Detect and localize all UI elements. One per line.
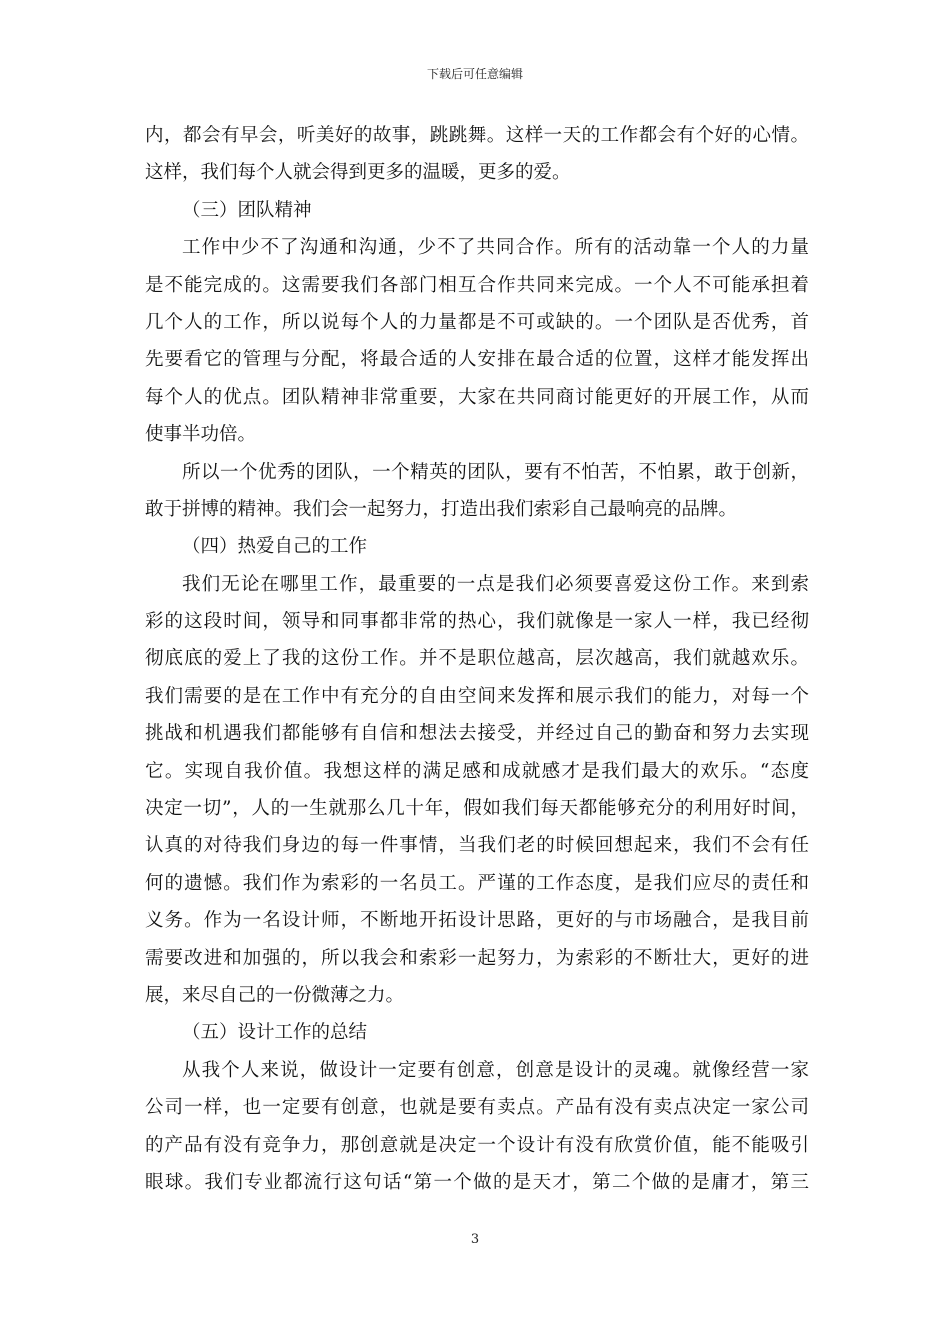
- text-line: 是不能完成的。这需要我们各部门相互合作共同来完成。一个人不可能承担着: [145, 274, 809, 296]
- text-line: 先要看它的管理与分配，将最合适的人安排在最合适的位置，这样才能发挥出: [145, 349, 809, 371]
- text-line: 每个人的优点。团队精神非常重要，大家在共同商讨能更好的开展工作，从而: [145, 386, 809, 408]
- text-line: 使事半功倍。: [145, 424, 257, 446]
- text-line: 彻底底的爱上了我的这份工作。并不是职位越高，层次越高，我们就越欢乐。: [145, 648, 809, 670]
- text-line: 挑战和机遇我们都能够有自信和想法去接受，并经过自己的勤奋和努力去实现: [145, 723, 809, 745]
- text-line: 内，都会有早会，听美好的故事，跳跳舞。这样一天的工作都会有个好的心情。: [145, 125, 809, 146]
- text-line: 所以一个优秀的团队，一个精英的团队，要有不怕苦，不怕累，敢于创新，: [182, 461, 809, 483]
- text-line: 敢于拼博的精神。我们会一起努力，打造出我们索彩自己最响亮的品牌。: [145, 498, 738, 520]
- text-line: 展，来尽自己的一份微薄之力。: [145, 984, 405, 1006]
- text-line: 决定一切”，人的一生就那么几十年，假如我们每天都能够充分的利用好时间，: [145, 798, 809, 820]
- section-heading: （五）设计工作的总结: [182, 1022, 368, 1044]
- text-line: 几个人的工作，所以说每个人的力量都是不可或缺的。一个团队是否优秀，首: [145, 311, 809, 333]
- text-line: 眼球。我们专业都流行这句话“第一个做的是天才，第二个做的是庸才，第三: [145, 1171, 809, 1193]
- text-line: 工作中少不了沟通和沟通，少不了共同合作。所有的活动靠一个人的力量: [182, 237, 809, 259]
- text-line: 认真的对待我们身边的每一件事情，当我们老的时候回想起来，我们不会有任: [145, 835, 809, 857]
- text-line: 它。实现自我价值。我想这样的满足感和成就感才是我们最大的欢乐。“态度: [145, 760, 809, 782]
- text-line: 我们需要的是在工作中有充分的自由空间来发挥和展示我们的能力，对每一个: [145, 685, 809, 707]
- text-line: 何的遗憾。我们作为索彩的一名员工。严谨的工作态度，是我们应尽的责任和: [145, 872, 809, 894]
- section-heading: （四）热爱自己的工作: [182, 536, 368, 558]
- text-line: 我们无论在哪里工作，最重要的一点是我们必须要喜爱这份工作。来到索: [182, 573, 809, 595]
- text-line: 这样，我们每个人就会得到更多的温暖，更多的爱。: [145, 162, 571, 184]
- text-line: 需要改进和加强的，所以我会和索彩一起努力，为索彩的不断壮大，更好的进: [145, 947, 809, 969]
- text-line: 公司一样，也一定要有创意，也就是要有卖点。产品有没有卖点决定一家公司: [145, 1097, 809, 1119]
- text-line: 的产品有没有竞争力，那创意就是决定一个设计有没有欣赏价值，能不能吸引: [145, 1134, 809, 1156]
- text-line: 彩的这段时间，领导和同事都非常的热心，我们就像是一家人一样，我已经彻: [145, 611, 809, 633]
- section-heading: （三）团队精神: [182, 199, 312, 221]
- page-number: 3: [470, 1232, 480, 1247]
- document-body: [145, 117, 809, 1201]
- text-line: 义务。作为一名设计师，不断地开拓设计思路，更好的与市场融合，是我目前: [145, 910, 809, 932]
- text-line: 从我个人来说，做设计一定要有创意，创意是设计的灵魂。就像经营一家: [182, 1059, 809, 1081]
- page-header: 下载后可任意编辑: [426, 67, 523, 81]
